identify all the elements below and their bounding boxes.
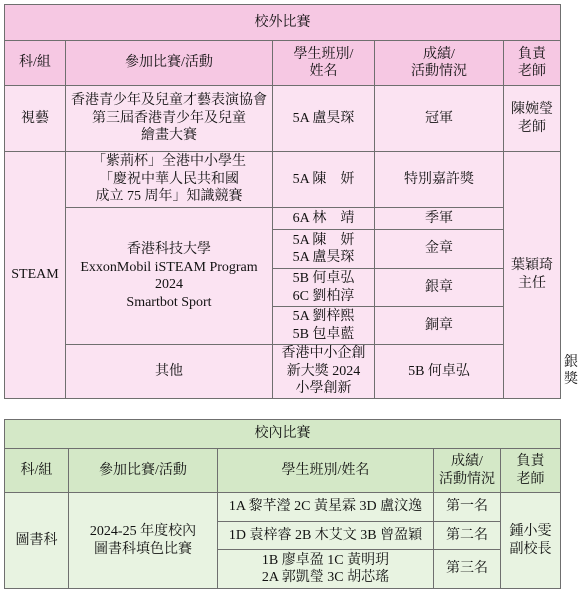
- internal-header-teacher: 負責 老師: [501, 449, 561, 493]
- steam-hkust-student-2: 5A 陳 妍 5A 盧昊琛: [273, 230, 375, 269]
- steam-hkust-student-4: 5A 劉梓熙 5B 包卓藍: [273, 307, 375, 345]
- steam-quiz-event: 「紫荊杯」全港中小學生 「慶祝中華人民共和國 成立 75 周年」知識競賽: [66, 152, 273, 208]
- steam-quiz-student: 5A 陳 妍: [273, 152, 375, 208]
- header-student: 學生班別/ 姓名: [273, 41, 375, 86]
- art-student: 5A 盧昊琛: [273, 86, 375, 152]
- library-teacher: 鍾小雯 副校長: [501, 493, 561, 589]
- other-subject: 其他: [66, 345, 273, 399]
- steam-hkust-event: 香港科技大學 ExxonMobil iSTEAM Program 2024 Smartbot Sport: [66, 208, 273, 345]
- other-event: 香港中小企創新大獎 2024 小學創新: [273, 345, 375, 399]
- steam-teacher: 葉穎琦 主任: [504, 152, 561, 399]
- library-student-3: 1B 廖卓盈 1C 黃明玥 2A 郭凱瑩 3C 胡芯瑤: [218, 550, 434, 589]
- internal-competitions-table: [4, 419, 561, 589]
- library-result-3: 第三名: [434, 550, 501, 589]
- steam-hkust-result-4: 銅章: [375, 307, 504, 345]
- steam-hkust-student-1: 6A 林 靖: [273, 208, 375, 230]
- internal-header-event: 參加比賽/活動: [69, 449, 218, 493]
- library-event: 2024-25 年度校內 圖書科填色比賽: [69, 493, 218, 589]
- header-event: 參加比賽/活動: [66, 41, 273, 86]
- art-subject: 視藝: [5, 86, 66, 152]
- steam-hkust-result-2: 金章: [375, 230, 504, 269]
- header-teacher: 負責 老師: [504, 41, 561, 86]
- other-student: 5B 何卓弘: [375, 345, 504, 399]
- steam-hkust-result-1: 季軍: [375, 208, 504, 230]
- internal-header-student: 學生班別/姓名: [218, 449, 434, 493]
- external-table-title: 校外比賽: [5, 5, 561, 41]
- steam-subject: STEAM: [5, 152, 66, 399]
- header-result: 成績/ 活動情況: [375, 41, 504, 86]
- internal-header-subject: 科/組: [5, 449, 69, 493]
- steam-hkust-result-3: 銀章: [375, 269, 504, 307]
- steam-hkust-student-3: 5B 何卓弘 6C 劉柏淳: [273, 269, 375, 307]
- library-student-1: 1A 黎芊瀅 2C 黃星霖 3D 盧汶逸: [218, 493, 434, 522]
- art-result: 冠軍: [375, 86, 504, 152]
- external-competitions-table: 校外比賽 科/組 參加比賽/活動 學生班別/ 姓名 成績/ 活動情況 負責 老師 視藝 香港青少年及兒童才藝表演協會 第三屆香港青少年及兒童 繪畫大賽 5A 盧昊琛 冠軍 陳婉瑩 老師 STEAM 「紫荊杯」全港中小學生 「慶祝中華人民共和國 成立 75 周年」知識競賽 5A 陳 妍 特別嘉許獎 葉穎琦 主任 香港科技大學 ExxonMobil iSTEAM Program 2024 Smartbot Sport 6A 林 靖 季軍 5A 陳 妍 5A 盧昊琛 金章 5B 何卓弘 6C 劉柏淳 銀章 5A 劉梓熙 5B 包卓藍 銅章 其他 香港中小企創新大獎 2024 小學創新 5B 何卓弘 銀獎: [4, 4, 561, 399]
- art-teacher: 陳婉瑩 老師: [504, 86, 561, 152]
- library-result-2: 第二名: [434, 522, 501, 550]
- library-result-1: 第一名: [434, 493, 501, 522]
- header-subject: 科/組: [5, 41, 66, 86]
- steam-quiz-result: 特別嘉許獎: [375, 152, 504, 208]
- art-event: 香港青少年及兒童才藝表演協會 第三屆香港青少年及兒童 繪畫大賽: [66, 86, 273, 152]
- library-subject: 圖書科: [5, 493, 69, 589]
- internal-header-result: 成績/ 活動情況: [434, 449, 501, 493]
- internal-table-title: 校內比賽: [5, 420, 561, 449]
- library-student-2: 1D 袁梓睿 2B 木艾文 3B 曾盈穎: [218, 522, 434, 550]
